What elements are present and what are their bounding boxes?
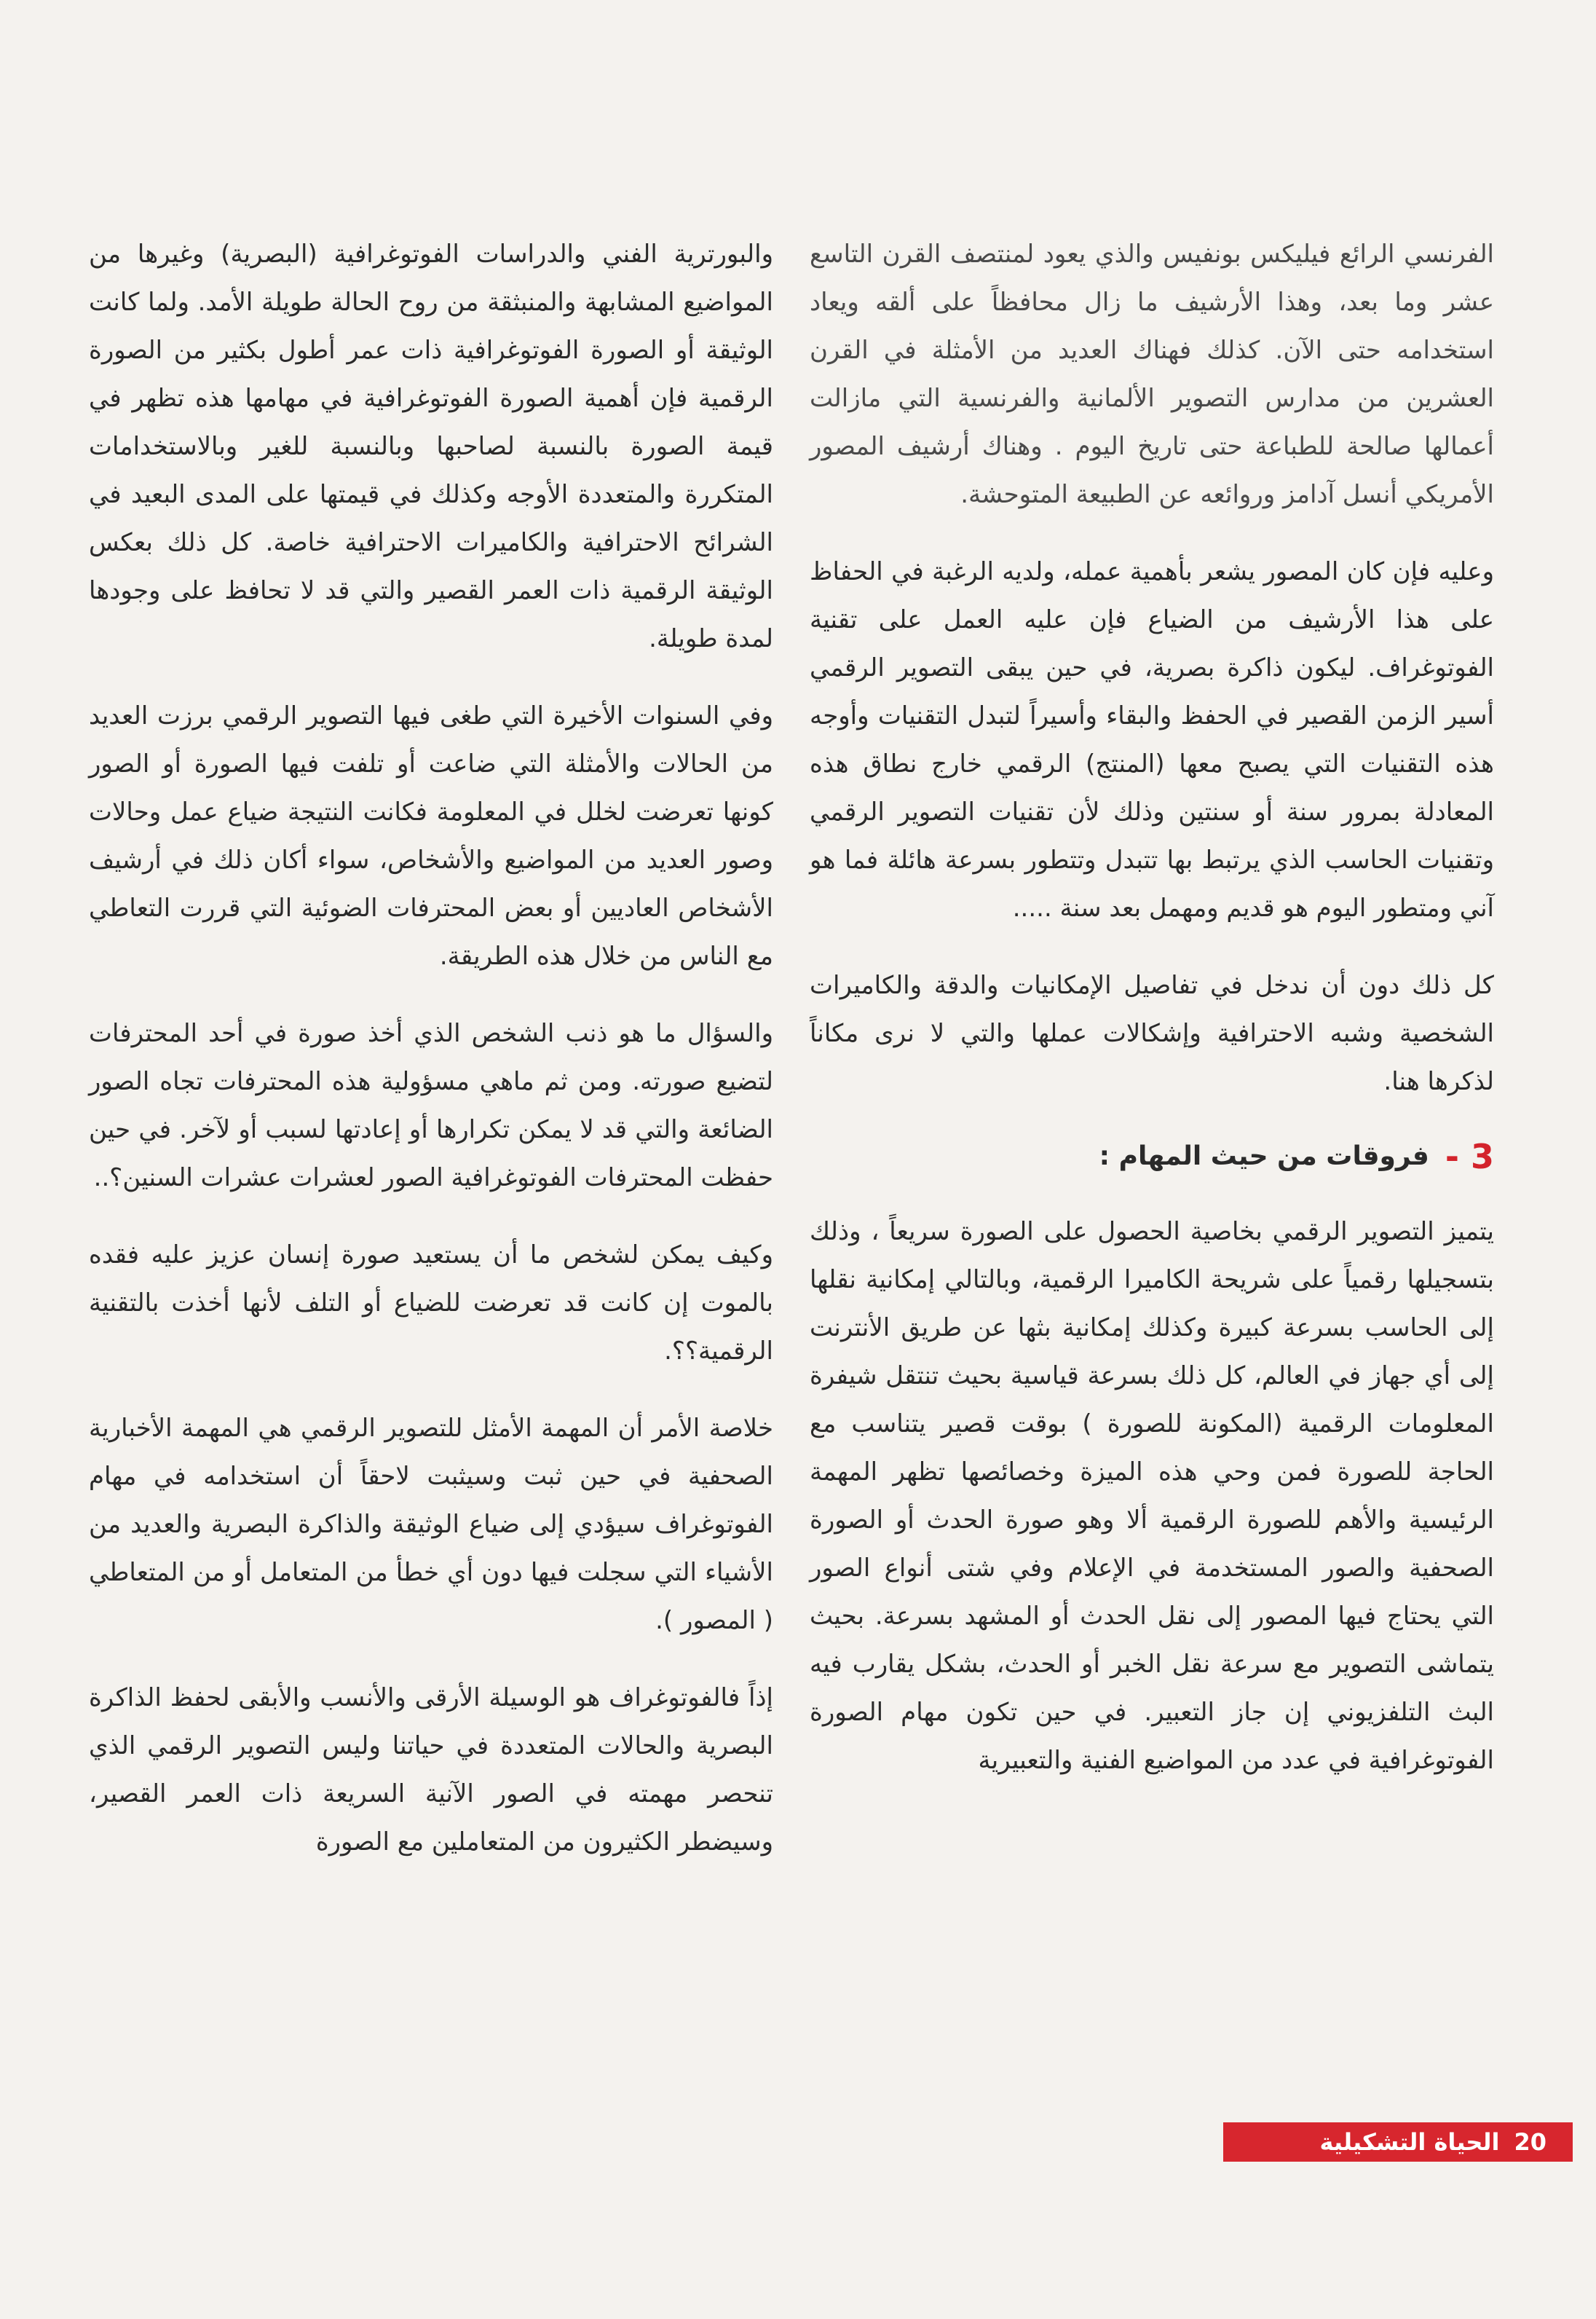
paragraph: الفرنسي الرائع فيليكس بونفيس والذي يعود لمنتصف القرن التاسع عشر وما بعد، وهذا الأرشيف ما زال محافظاً على ألقه ويعاد استخدامه حتى الآن. كذلك فهناك العديد من الأمثلة في القرن العشرين من مدارس التصوير الألمانية والفرنسية التي مازالت أعمالها صالحة للطباعة حتى تاريخ اليوم . وهناك أرشيف المصور الأمريكي أنسل آدامز وروائعه عن الطبيعة المتوحشة. (810, 240, 1494, 509)
paragraph: يتميز التصوير الرقمي بخاصية الحصول على الصورة سريعاً ، وذلك بتسجيلها رقمياً على شريحة الكاميرا الرقمية، وبالتالي إمكانية نقلها إلى الحاسب بسرعة كبيرة وكذلك إمكانية بثها عن طريق الأنترنت إلى أي جهاز في العالم، كل ذلك بسرعة قياسية بحيث تنتقل شيفرة المعلومات الرقمية (المكونة للصورة ) بوقت قصير يتناسب مع الحاجة للصورة فمن وحي هذه الميزة وخصائصها تظهر المهمة الرئيسية والأهم للصورة الرقمية ألا وهو صورة الحدث أو الصورة الصحفية والصور المستخدمة في الإعلام وفي شتى أنواع الصور التي يحتاج فيها المصور إلى نقل الحدث أو المشهد بسرعة. بحيث يتماشى التصوير مع سرعة نقل الخبر أو الحدث، بشكل يقارب فيه البث التلفزيوني إن جاز التعبير. في حين تكون مهام الصورة الفوتوغرافية في عدد من المواضيع الفنية والتعبيرية (810, 1217, 1494, 1775)
right-column (810, 230, 1494, 1814)
magazine-name: الحياة التشكيلية (1319, 2128, 1500, 2156)
paragraph: وكيف يمكن لشخص ما أن يستعيد صورة إنسان عزيز عليه فقده بالموت إن كانت قد تعرضت للضياع أو التلف لأنها أخذت بالتقنية الرقمية؟؟. (89, 1240, 773, 1366)
paragraph: والسؤال ما هو ذنب الشخص الذي أخذ صورة في أحد المحترفات لتضيع صورته. ومن ثم ماهي مسؤولية هذه المحترفات تجاه الصور الضائعة والتي قد لا يمكن تكرارها أو إعادتها لسبب أو لآخر. في حين حفظت المحترفات الفوتوغرافية الصور لعشرات عشرات السنين؟.. (89, 1019, 773, 1192)
section-heading (810, 1135, 1494, 1178)
paragraph: خلاصة الأمر أن المهمة الأمثل للتصوير الرقمي هي المهمة الأخبارية الصحفية في حين ثبت وسيثبت لاحقاً أن استخدامه في مهام الفوتوغراف سيؤدي إلى ضياع الوثيقة والذاكرة البصرية والعديد من الأشياء التي سجلت فيها دون أي خطأ من المتعامل أو من المتعاطي ( المصور ). (89, 1414, 773, 1635)
paragraph: كل ذلك دون أن ندخل في تفاصيل الإمكانيات والدقة والكاميرات الشخصية وشبه الاحترافية وإشكالات عملها والتي لا نرى مكاناً لذكرها هنا. (810, 971, 1494, 1096)
paragraph: إذاً فالفوتوغراف هو الوسيلة الأرقى والأنسب والأبقى لحفظ الذاكرة البصرية والحالات المتعددة في حياتنا وليس التصوير الرقمي الذي تنحصر مهمته في الصور الآنية السريعة ذات العمر القصير، وسيضطر الكثيرون من المتعاملين مع الصورة (89, 1683, 773, 1857)
section-title: فروقات من حيث المهام : (1099, 1141, 1429, 1171)
page-footer (1223, 2122, 1573, 2162)
left-column (89, 230, 773, 1895)
section-number: 3 - (1445, 1137, 1494, 1176)
paragraph: والبورترية الفني والدراسات الفوتوغرافية (البصرية) وغيرها من المواضيع المشابهة والمنبثقة من روح الحالة طويلة الأمد. ولما كانت الوثيقة أو الصورة الفوتوغرافية ذات عمر أطول بكثير من الصورة الرقمية فإن أهمية الصورة الفوتوغرافية في مهامها هذه تظهر في قيمة الصورة بالنسبة لصاحبها وبالنسبة للغير وبالاستخدامات المتكررة والمتعددة الأوجه وكذلك في قيمتها على المدى البعيد في الشرائح الاحترافية والكاميرات الاحترافية خاصة. كل ذلك بعكس الوثيقة الرقمية ذات العمر القصير والتي قد لا تحافظ على وجودها لمدة طويلة. (89, 240, 773, 653)
page-number: 20 (1514, 2128, 1546, 2156)
paragraph: وعليه فإن كان المصور يشعر بأهمية عمله، ولديه الرغبة في الحفاظ على هذا الأرشيف من الضياع فإن عليه العمل على تقنية الفوتوغراف. ليكون ذاكرة بصرية، في حين يبقى التصوير الرقمي أسير الزمن القصير في الحفظ والبقاء وأسيراً لتبدل التقنيات وأوجه هذه التقنيات التي يصبح معها (المنتج) الرقمي خارج نطاق هذه المعادلة بمرور سنة أو سنتين وذلك لأن تقنيات التصوير الرقمي وتقنيات الحاسب الذي يرتبط بها تتبدل وتتطور بسرعة هائلة فما هو آني ومتطور اليوم هو قديم ومهمل بعد سنة ..... (810, 557, 1494, 923)
paragraph: وفي السنوات الأخيرة التي طغى فيها التصوير الرقمي برزت العديد من الحالات والأمثلة التي ضاعت أو تلفت فيها الصورة أو الصور كونها تعرضت لخلل في المعلومة فكانت النتيجة ضياع عمل وحالات وصور العديد من المواضيع والأشخاص، سواء أكان ذلك في أرشيف الأشخاص العاديين أو بعض المحترفات الضوئية التي قررت التعاطي مع الناس من خلال هذه الطريقة. (89, 701, 773, 971)
